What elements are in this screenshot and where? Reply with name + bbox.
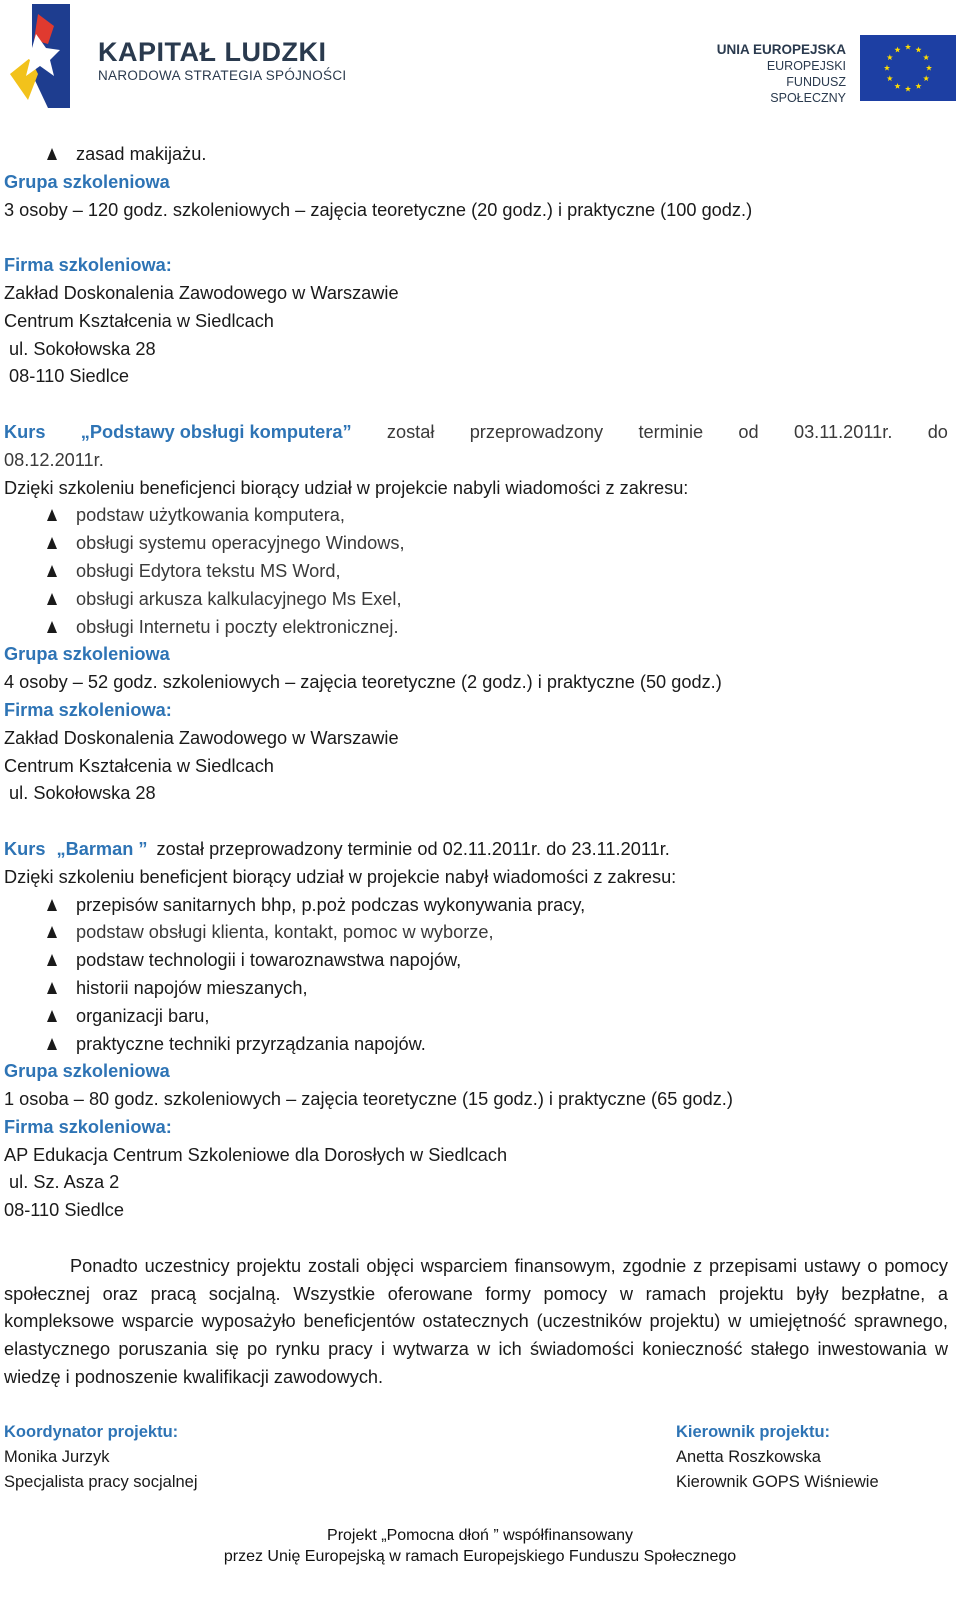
- course-date: 08.12.2011r.: [4, 449, 104, 470]
- signature-name: Monika Jurzyk: [4, 1448, 110, 1466]
- firm-line: 08-110 Siedlce: [4, 366, 130, 387]
- eu-flag-icon: [860, 35, 956, 101]
- signature-title: Kierownik projektu:: [676, 1423, 831, 1441]
- group-text: 1 osoba – 80 godz. szkoleniowych – zajęcia teoretyczne (15 godz.) i praktyczne (65 godz.): [4, 1089, 733, 1110]
- group-label: Grupa szkoleniowa: [4, 644, 170, 665]
- ue-line2: EUROPEJSKI: [766, 59, 846, 73]
- list-item: obsługi systemu operacyjnego Windows,: [4, 530, 948, 558]
- firm-line: ul. Sokołowska 28: [4, 338, 156, 359]
- kapital-ludzki-logo: [8, 4, 74, 108]
- list-item: praktyczne techniki przyrządzania napojów.: [4, 1031, 948, 1059]
- course-intro: Dzięki szkoleniu beneficjenci biorący udział w projekcie nabyli wiadomości z zakresu:: [4, 477, 689, 498]
- firm-label: Firma szkoleniowa:: [4, 1116, 172, 1137]
- list-item: zasad makijażu.: [4, 141, 948, 169]
- footer-line1: Projekt „Pomocna dłoń ” współfinansowany: [327, 1527, 633, 1544]
- course-heading: Kurs „Barman ” został przeprowadzony terminie od 02.11.2011r. do 23.11.2011r.: [4, 838, 670, 859]
- firm-line: Centrum Kształcenia w Siedlcach: [4, 755, 274, 776]
- footer-line2: przez Unię Europejską w ramach Europejskiego Funduszu Społecznego: [223, 1548, 737, 1565]
- firm-line: Zakład Doskonalenia Zawodowego w Warszawie: [4, 727, 399, 748]
- course-heading: Kurs „Podstawy obsługi komputera” został przeprowadzony terminie od 03.11.2011r. do: [4, 421, 948, 442]
- group-text: 3 osoby – 120 godz. szkoleniowych – zajęcia teoretyczne (20 godz.) i praktyczne (100 godz.): [4, 199, 753, 220]
- kl-subtitle: NARODOWA STRATEGIA SPÓJNOŚCI: [98, 68, 347, 83]
- firm-line: AP Edukacja Centrum Szkoleniowe dla Dorosłych w Siedlcach: [4, 1144, 508, 1165]
- group-label: Grupa szkoleniowa: [4, 171, 170, 192]
- list-item: podstaw obsługi klienta, kontakt, pomoc w wyborze,: [4, 919, 948, 947]
- signature-role: Specjalista pracy socjalnej: [4, 1473, 198, 1491]
- signature-role: Kierownik GOPS Wiśniewie: [676, 1473, 879, 1491]
- course-intro: Dzięki szkoleniu beneficjent biorący udział w projekcie nabył wiadomości z zakresu:: [4, 866, 677, 887]
- firm-line: 08-110 Siedlce: [4, 1200, 124, 1221]
- eu-wordmark: [712, 42, 846, 106]
- list-item: historii napojów mieszanych,: [4, 975, 948, 1003]
- list-item: obsługi Edytora tekstu MS Word,: [4, 558, 948, 586]
- firm-line: Centrum Kształcenia w Siedlcach: [4, 310, 274, 331]
- list-item: przepisów sanitarnych bhp, p.poż podczas wykonywania pracy,: [4, 892, 948, 920]
- firm-line: Zakład Doskonalenia Zawodowego w Warszawie: [4, 282, 399, 303]
- group-label: Grupa szkoleniowa: [4, 1061, 170, 1082]
- firm-label: Firma szkoleniowa:: [4, 255, 172, 276]
- signature-title: Koordynator projektu:: [4, 1423, 179, 1441]
- document-body: [4, 141, 948, 1392]
- list-item: podstaw technologii i towaroznawstwa napojów,: [4, 947, 948, 975]
- kl-title: KAPITAŁ LUDZKI: [98, 37, 327, 67]
- kapital-ludzki-wordmark: [98, 38, 346, 83]
- signature-name: Anetta Roszkowska: [676, 1448, 821, 1466]
- ue-line1: UNIA EUROPEJSKA: [716, 42, 846, 57]
- list-item: organizacji baru,: [4, 1003, 948, 1031]
- list-item: podstaw użytkowania komputera,: [4, 502, 948, 530]
- firm-line: ul. Sokołowska 28: [4, 783, 156, 804]
- firm-label: Firma szkoleniowa:: [4, 699, 172, 720]
- firm-line: ul. Sz. Asza 2: [4, 1172, 120, 1193]
- list-item: obsługi arkusza kalkulacyjnego Ms Exel,: [4, 586, 948, 614]
- group-text: 4 osoby – 52 godz. szkoleniowych – zajęcia teoretyczne (2 godz.) i praktyczne (50 godz.): [4, 672, 722, 693]
- ue-line3: FUNDUSZ SPOŁECZNY: [770, 75, 846, 105]
- signature-manager: [676, 1420, 879, 1495]
- closing-paragraph: Ponadto uczestnicy projektu zostali objęci wsparciem finansowym, zgodnie z przepisami ustawy o pomocy społecznej oraz pracą socjalną. Wszystkie oferowane formy pomocy w ramach projektu były bezpłatne, a kompleksowe wsparcie wyposażyło beneficjentów ostatecznych (uczestników projektu) w umiejętność sprawnego, elastycznego poruszania się po rynku pracy i wytwarza w ich świadomości konieczność stałego inwestowania w wiedzę i podnoszenie kwalifikacji zawodowych.: [4, 1255, 948, 1388]
- list-item: obsługi Internetu i poczty elektronicznej.: [4, 614, 948, 642]
- page-footer: [0, 1525, 960, 1567]
- page-header: [0, 0, 960, 115]
- signature-coordinator: [4, 1420, 198, 1495]
